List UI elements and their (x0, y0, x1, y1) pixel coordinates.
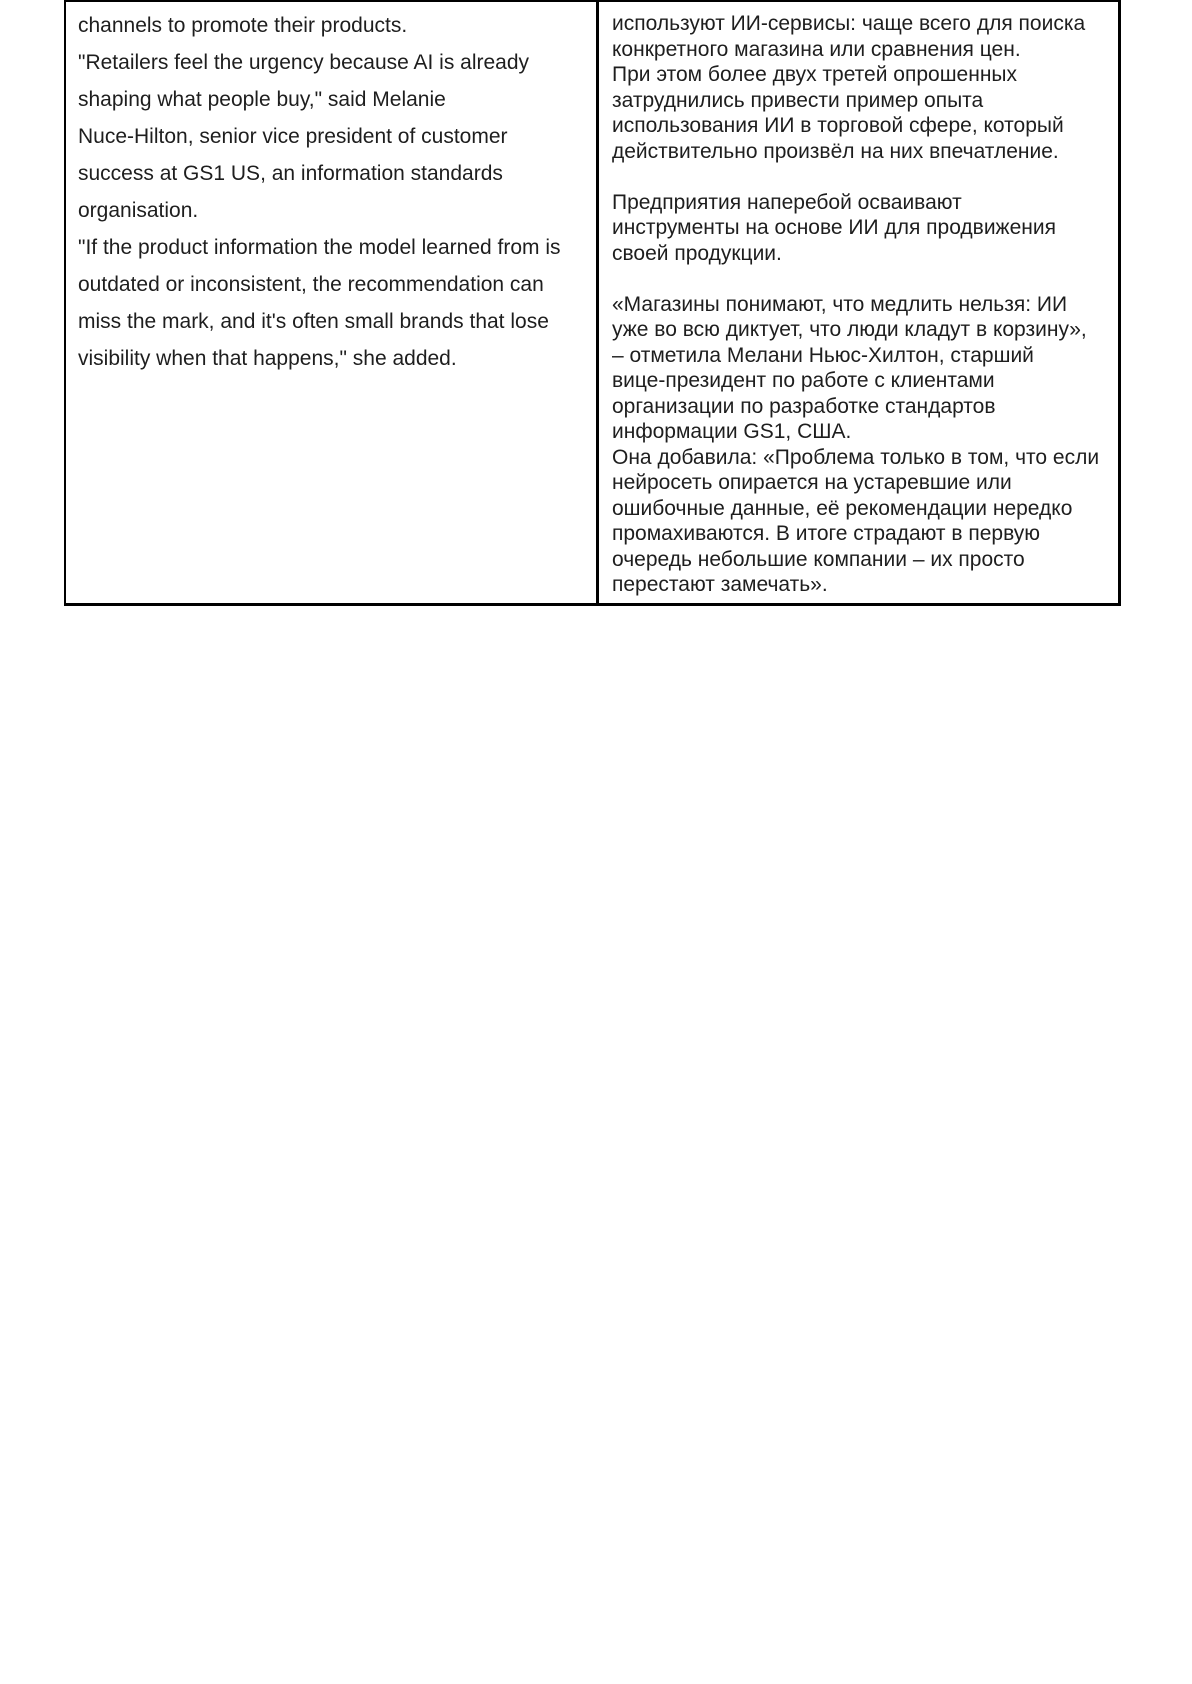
text-line: промахиваются. В итоге страдают в первую (612, 522, 1041, 545)
text-line: organisation. (78, 199, 199, 222)
target-text-column (599, 2, 1118, 603)
text-line: используют ИИ-сервисы: чаще всего для поиска (612, 12, 1086, 35)
text-line: ошибочные данные, её рекомендации нередко (612, 496, 1073, 520)
text-line: outdated or inconsistent, the recommendation can (78, 273, 544, 296)
text-line: уже во всю диктует, что люди кладут в корзину», (612, 318, 1087, 341)
text-line: shaping what people buy," said Melanie (78, 88, 446, 111)
text-line: channels to promote their products. (78, 14, 408, 37)
text-line: "Retailers feel the urgency because AI is already (78, 51, 530, 74)
text-line: использования ИИ в торговой сфере, который (612, 114, 1064, 137)
text-line: success at GS1 US, an information standards (78, 162, 503, 185)
target-paragraph (612, 190, 1116, 267)
translation-table (64, 0, 1121, 606)
text-line: – отметила Мелани Ньюс-Хилтон, старший (612, 343, 1034, 367)
target-paragraph (612, 11, 1116, 164)
text-line: перестают замечать». (612, 573, 828, 596)
text-line: Nuce-Hilton, senior vice president of customer (78, 125, 508, 148)
text-line: Предприятия наперебой осваивают (612, 190, 962, 214)
text-line: своей продукции. (612, 241, 782, 265)
text-line: инструменты на основе ИИ для продвижения (612, 216, 1056, 239)
text-line: конкретного магазина или сравнения цен. (612, 37, 1021, 61)
text-line: При этом более двух третей опрошенных (612, 63, 1018, 86)
text-line: нейросеть опирается на устаревшие или (612, 471, 1012, 494)
text-line: "If the product information the model learned from is (78, 236, 561, 259)
text-line: visibility when that happens," she added. (78, 347, 457, 370)
target-paragraph (612, 292, 1116, 598)
text-line: затруднились привести пример опыта (612, 88, 984, 112)
text-line: очередь небольшие компании – их просто (612, 547, 1025, 571)
text-line: организации по разработке стандартов (612, 394, 996, 418)
text-line: вице-президент по работе с клиентами (612, 369, 995, 392)
source-text-column (66, 2, 599, 603)
text-line: miss the mark, and it's often small brands that lose (78, 310, 549, 333)
text-line: действительно произвёл на них впечатление. (612, 139, 1059, 163)
text-line: информации GS1, США. (612, 420, 852, 443)
text-line: Она добавила: «Проблема только в том, что если (612, 445, 1100, 469)
text-line: «Магазины понимают, что медлить нельзя: ИИ (612, 292, 1068, 316)
